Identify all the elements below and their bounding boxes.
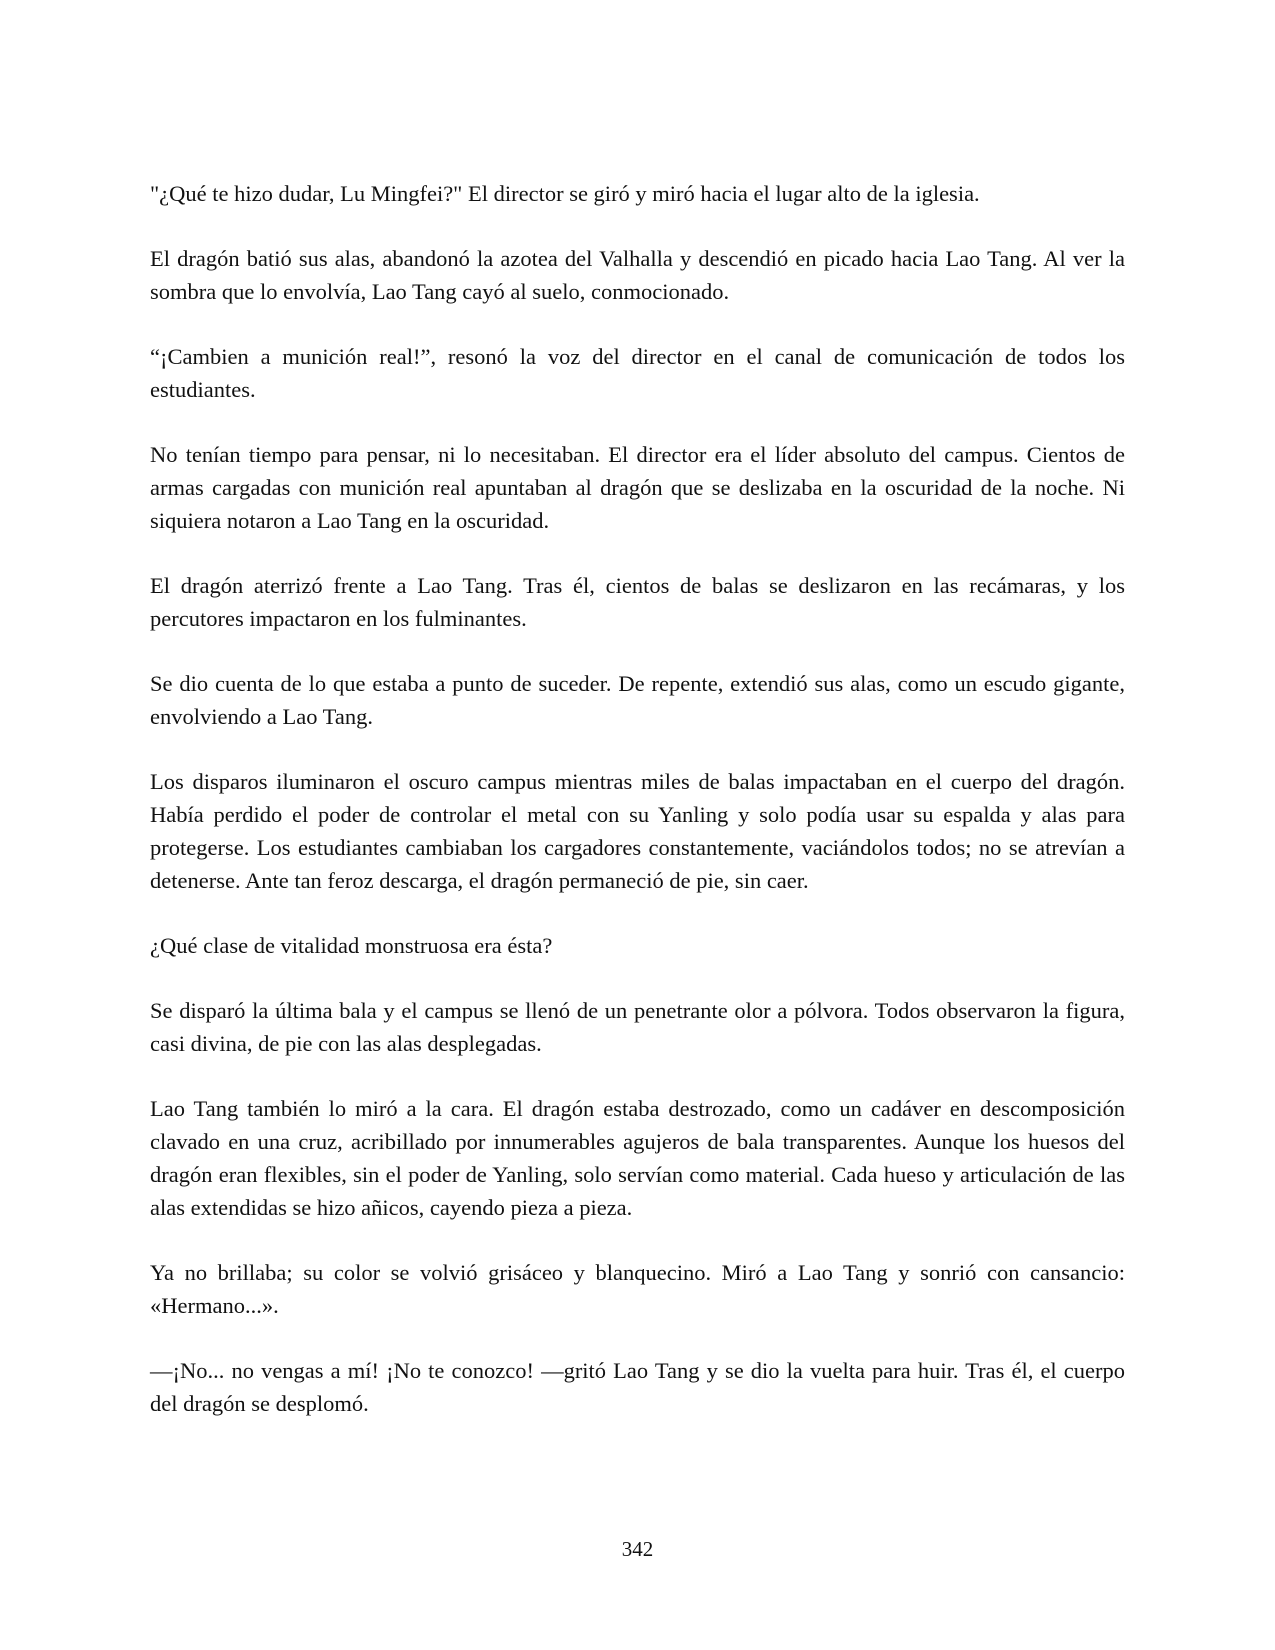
- page-number: 342: [621, 1537, 654, 1561]
- paragraph: Se dio cuenta de lo que estaba a punto de suceder. De repente, extendió sus alas, como un escudo gigante, envolviendo a Lao Tang.: [150, 671, 1125, 729]
- paragraph: Lao Tang también lo miró a la cara. El dragón estaba destrozado, como un cadáver en descomposición clavado en una cruz, acribillado por innumerables agujeros de bala transparentes. Aunque los huesos del dragón eran flexibles, sin el poder de Yanling, solo servían como material. Cada hueso y articulación de las alas extendidas se hizo añicos, cayendo pieza a pieza.: [150, 1096, 1125, 1220]
- page-body: [150, 177, 1125, 1452]
- paragraph: No tenían tiempo para pensar, ni lo necesitaban. El director era el líder absoluto del campus. Cientos de armas cargadas con munición real apuntaban al dragón que se deslizaba en la oscuridad de la noche. Ni siquiera notaron a Lao Tang en la oscuridad.: [150, 442, 1125, 533]
- paragraph: ¿Qué clase de vitalidad monstruosa era ésta?: [150, 933, 553, 958]
- paragraph: El dragón batió sus alas, abandonó la azotea del Valhalla y descendió en picado hacia Lao Tang. Al ver la sombra que lo envolvía, Lao Tang cayó al suelo, conmocionado.: [150, 246, 1125, 304]
- paragraph: El dragón aterrizó frente a Lao Tang. Tras él, cientos de balas se deslizaron en las recámaras, y los percutores impactaron en los fulminantes.: [150, 573, 1125, 631]
- paragraph: Se disparó la última bala y el campus se llenó de un penetrante olor a pólvora. Todos observaron la figura, casi divina, de pie con las alas desplegadas.: [150, 998, 1125, 1056]
- paragraph: "¿Qué te hizo dudar, Lu Mingfei?" El director se giró y miró hacia el lugar alto de la iglesia.: [150, 181, 980, 206]
- paragraph: “¡Cambien a munición real!”, resonó la voz del director en el canal de comunicación de todos los estudiantes.: [150, 344, 1125, 402]
- paragraph: Ya no brillaba; su color se volvió grisáceo y blanquecino. Miró a Lao Tang y sonrió con cansancio: «Hermano...».: [150, 1260, 1125, 1318]
- paragraph: —¡No... no vengas a mí! ¡No te conozco! —gritó Lao Tang y se dio la vuelta para huir. Tras él, el cuerpo del dragón se desplomó.: [150, 1358, 1125, 1416]
- paragraph: Los disparos iluminaron el oscuro campus mientras miles de balas impactaban en el cuerpo del dragón. Había perdido el poder de controlar el metal con su Yanling y solo podía usar su espalda y alas para protegerse. Los estudiantes cambiaban los cargadores constantemente, vaciándolos todos; no se atrevían a detenerse. Ante tan feroz descarga, el dragón permaneció de pie, sin caer.: [150, 769, 1125, 893]
